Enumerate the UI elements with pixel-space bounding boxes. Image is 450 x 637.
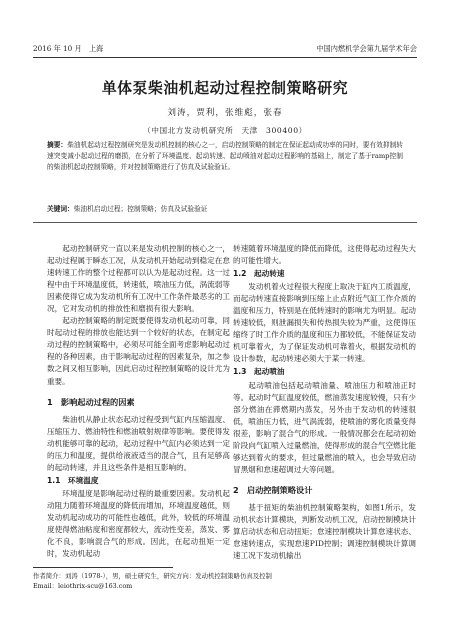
keywords-text: 柴油机启动过程；控制策略；仿真及试验验证 (73, 205, 208, 213)
left-column (47, 243, 230, 560)
subsection-heading-1-2: 1.2 起动转速 (233, 269, 285, 279)
continued-paragraph: 转速随着环境温度的降低而降低，这使得起动过程失大的可能性增大。 (233, 244, 416, 266)
section-heading-1: 1 影响起动过程的因素 (47, 396, 135, 407)
section-2-paragraph: 基于扭矩的柴油机控制策略架构，如图1所示，发动机状态计算模块，判断发动机工况，启动控制模块计算启动状态和启动扭矩；怠速控制模块计算怠速状态、怠速转速点，实现怠速PID控制；调速控制模块计算调速工况下发动机输出 (233, 502, 416, 561)
affiliation: （中国北方发动机研究所 天津 300400） (143, 126, 307, 135)
author-email: Email：leiothrix-scu@163.com (33, 582, 133, 590)
header-conference: 中国内燃机学会第九届学术年会 (316, 44, 417, 53)
authors: 刘涛，贾利，张维彪，张春 (167, 108, 283, 118)
subsection-1-1-paragraph: 环境温度是影响起动过程的最重要因素。发动机起动阻力随着环境温度的降低而增加，环境温度越低，则发动机起动成功的可能性也越低，此外，较低的环境温度使得燃油粘度和密度都较大，流动性变差，蒸发、雾化不良，影响混合气的形成。因此，在起动扭矩一定时，发动机起动 (47, 488, 230, 559)
subsection-1-3-paragraph: 起动喷油包括起动喷油量、喷油压力和喷油正时等。起动时气缸温度较低，燃油蒸发速度较慢，只有少部分燃油在滞燃期内蒸发，另外由于发动机的转速很低，喷油压力低，进气涡流弱，使喷油的雾化质量变得很差，影响了混合气的形成。一般情况都会在起动初始阶段向气缸喷入过量燃油，使得形成的混合气空燃比能够达到着火的要求，但过量燃油的喷入，也会导致启动冒黑烟和怠速超调过大等问题。 (233, 380, 416, 474)
footnote (33, 571, 417, 591)
header-rule (33, 57, 417, 58)
paper-title: 单体泵柴油机起动过程控制策略研究 (101, 80, 349, 97)
running-header (33, 44, 417, 58)
intro-paragraph-2: 起动控制策略的制定既要使得发动机起动可靠，同时起动过程的排放也能达到一个较好的状态，在制定起动过程的控制策略中，必须尽可能全面考虑影响起动过程的各种因素，由于影响起动过程的因素复杂，加之参数之间又相互影响，因此启动过程控制策略的设计尤为重要。 (47, 316, 230, 386)
abstract (47, 140, 403, 173)
subsection-1-2-paragraph: 发动机着火过程很大程度上取决于缸内工质温度，而起动转速直接影响到压缩上止点附近气缸工作介质的温度和压力，特别是在低转速时的影响尤为明显。起动转速较低，则泄漏损失和传热损失较为严重，这使得压缩终了时工作介质的温度和压力都较低，不能保证发动机可靠着火，为了保证发动机可靠着火，根据发动机的设计参数，起动转速必须大于某一转速。 (233, 282, 416, 364)
subsection-heading-1-1: 1.1 环境温度 (47, 475, 99, 485)
keywords (47, 204, 403, 215)
section-1-paragraph: 柴油机从静止状态起动过程受到气缸内压缩温度、压缩压力、燃油特性和燃油喷射规律等影响。要使得发动机能够可靠的起动，起动过程中气缸内必须达到一定的压力和温度，提供给液液适当的混合气，且有足够高的起动转速，并且这些条件是相互影响的。 (47, 414, 230, 472)
abstract-label: 摘要： (47, 141, 68, 149)
subsection-heading-1-3: 1.3 起动喷油 (233, 367, 285, 377)
abstract-rule (33, 222, 417, 223)
header-date-location: 2016 年 10 月 上海 (33, 44, 104, 53)
author-bio: 作者简介：刘涛（1978-），男，硕士研究生，研究方向：发动机控制策略仿真及控制 (33, 572, 272, 580)
footnote-rule (33, 567, 173, 568)
abstract-text: 柴油机起动过程控制研究是发动机控制的核心之一，启动控制策略的制定在保证起动成功率的同时，要有效抑制转速突变减小起动过程的磨损，在分析了环境温度、起动转速、起动喷油对起动过程影响的基础上，制定了基于ramp控制的柴油机起动控制策略，并对控制策略进行了仿真及试验验证。 (47, 141, 403, 172)
section-heading-2: 2 启动控制策略设计 (233, 484, 313, 495)
keywords-label: 关键词： (47, 205, 74, 213)
intro-paragraph-1: 起动控制研究一直以来是发动机控制的核心之一，起动过程属于瞬态工况，从发动机开始起动到稳定在怠速转速工作的整个过程都可以认为是起动过程。这一过程中由于环境温度低，转速低，喷油压力低，涡流弱等因素使得它成为发动机所有工况中工作条件最恶劣的工况，它对发动机的排放性和磨损有很大影响。 (47, 244, 230, 314)
right-column (233, 243, 416, 562)
